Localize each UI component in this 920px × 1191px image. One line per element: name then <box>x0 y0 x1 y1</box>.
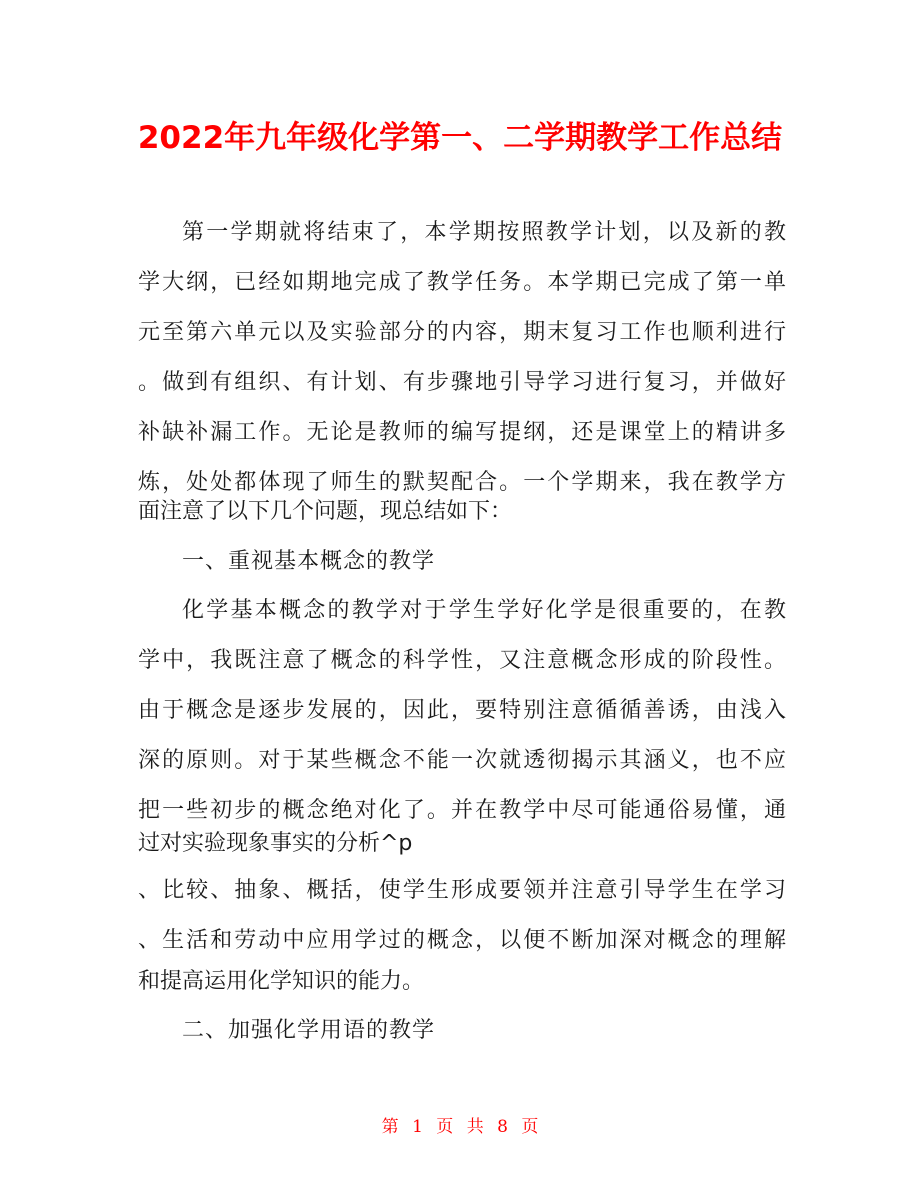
document-title: 2022年九年级化学第一、二学期教学工作总结 <box>137 120 783 156</box>
paragraph-line: 过对实验现象事实的分析^p <box>138 831 413 856</box>
paragraph-line: 元至第六单元以及实验部分的内容，期末复习工作也顺利进行 <box>138 320 786 345</box>
paragraph-line: 由于概念是逐步发展的，因此，要特别注意循循善诱，由浅入 <box>138 698 786 723</box>
paragraph-line: 和提高运用化学知识的能力。 <box>138 969 425 994</box>
section-heading: 一、重视基本概念的教学 <box>182 549 436 574</box>
paragraph-line: 学中，我既注意了概念的科学性，又注意概念形成的阶段性。 <box>138 648 786 673</box>
page-number-footer: 第 1 页 共 8 页 <box>381 1117 539 1137</box>
paragraph-line: 、比较、抽象、概括，使学生形成要领并注意引导学生在学习 <box>138 878 786 903</box>
paragraph-line: 第一学期就将结束了，本学期按照教学计划，以及新的教 <box>182 220 786 245</box>
paragraph-line: 面注意了以下几个问题，现总结如下： <box>138 499 513 524</box>
paragraph-line: 、生活和劳动中应用学过的概念，以便不断加深对概念的理解 <box>138 928 786 953</box>
paragraph-line: 学大纲，已经如期地完成了教学任务。本学期已完成了第一单 <box>138 270 786 295</box>
paragraph-line: 化学基本概念的教学对于学生学好化学是很重要的，在教 <box>182 598 786 623</box>
section-heading: 二、加强化学用语的教学 <box>182 1018 436 1043</box>
paragraph-line: 。做到有组织、有计划、有步骤地引导学习进行复习，并做好 <box>138 370 786 395</box>
paragraph-line: 把一些初步的概念绝对化了。并在教学中尽可能通俗易懂，通 <box>138 798 786 823</box>
paragraph-line: 炼，处处都体现了师生的默契配合。一个学期来，我在教学方 <box>138 470 786 495</box>
paragraph-line: 补缺补漏工作。无论是教师的编写提纲，还是课堂上的精讲多 <box>138 420 786 445</box>
paragraph-line: 深的原则。对于某些概念不能一次就透彻揭示其涵义，也不应 <box>138 748 786 773</box>
